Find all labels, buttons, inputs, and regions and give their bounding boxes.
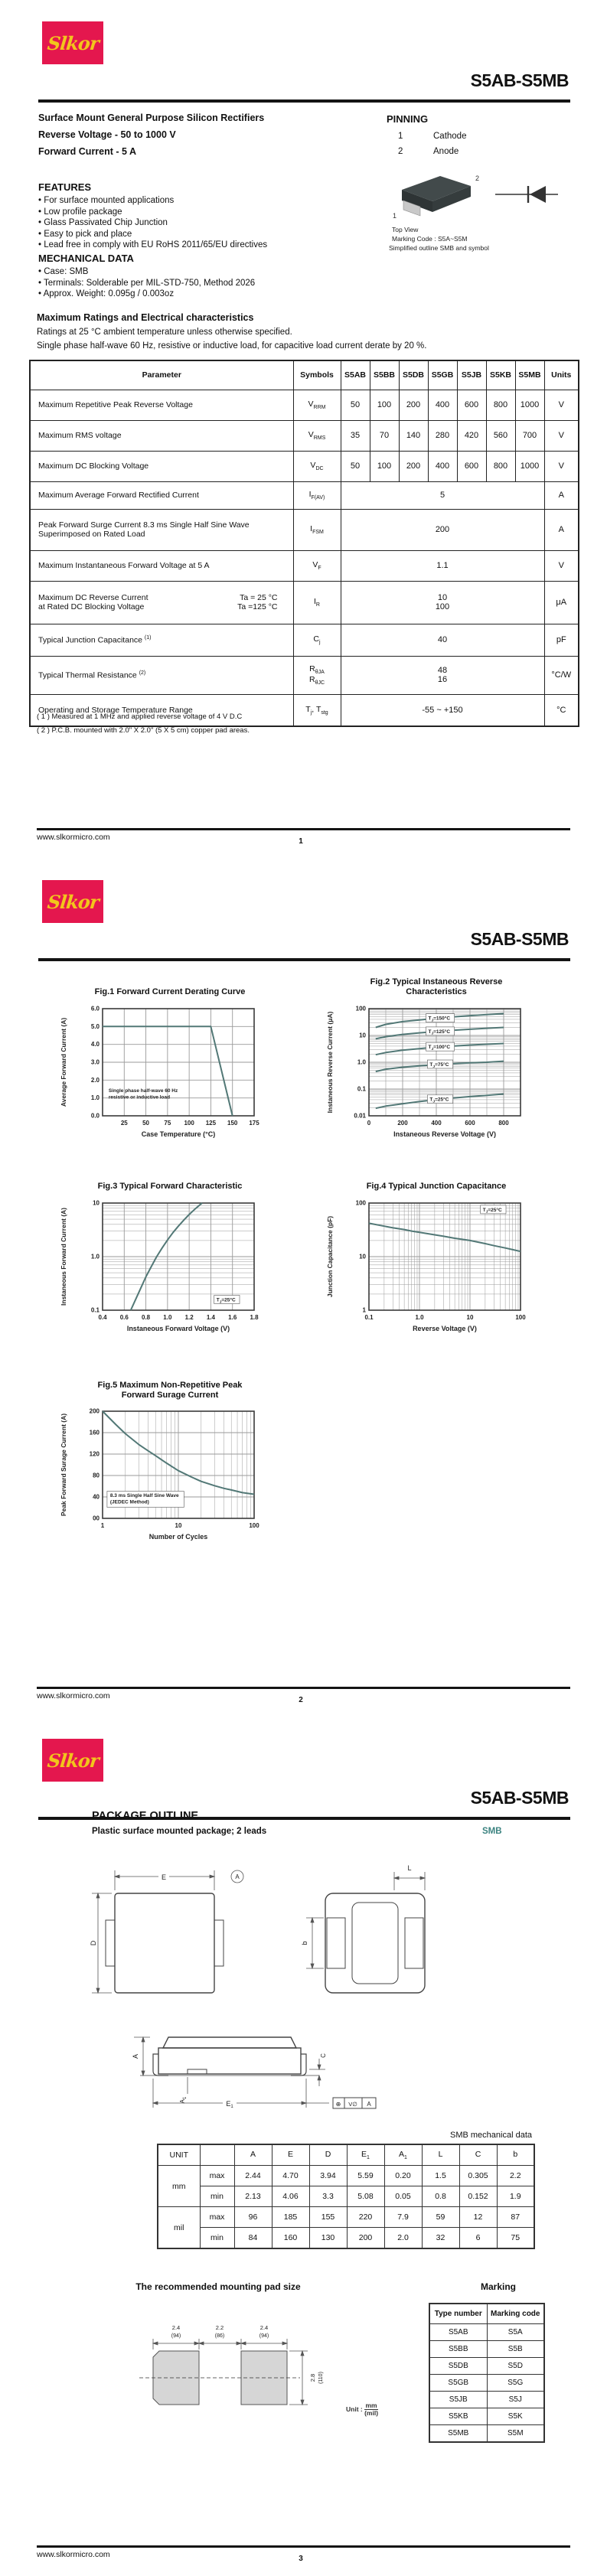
svg-text:160: 160 xyxy=(89,1429,100,1436)
pin-number: 2 xyxy=(398,147,403,156)
fig3-title: Fig.3 Typical Forward Characteristic xyxy=(97,1182,243,1191)
svg-text:0.1: 0.1 xyxy=(90,1306,100,1314)
svg-text:1.2: 1.2 xyxy=(184,1314,194,1321)
marking-row: S5JB S5J xyxy=(429,2392,544,2408)
marking-row: S5DB S5D xyxy=(429,2358,544,2375)
marking-row: S5AB S5A xyxy=(429,2324,544,2341)
mech-row: mil max 96 185 155 220 7.9 59 12 87 xyxy=(158,2207,534,2228)
dim-D-label: D xyxy=(90,1940,97,1946)
page-2 xyxy=(0,859,607,1717)
ratings-subtitle: Ratings at 25 °C ambient temperature unless otherwise specified. xyxy=(37,328,292,337)
svg-text:120: 120 xyxy=(89,1450,100,1458)
feature-item: • Easy to pick and place xyxy=(38,229,132,239)
svg-text:6.0: 6.0 xyxy=(90,1005,100,1012)
svg-text:200: 200 xyxy=(89,1407,100,1415)
svg-text:(94): (94) xyxy=(259,2333,269,2339)
feature-item: • Low profile package xyxy=(38,207,122,217)
svg-text:Instaneous Reverse Voltage (V): Instaneous Reverse Voltage (V) xyxy=(393,1130,496,1138)
page-1 xyxy=(0,0,607,859)
chart-fig4-capacitance xyxy=(321,1195,551,1352)
svg-text:1: 1 xyxy=(100,1522,105,1529)
pin-name: Anode xyxy=(433,147,459,156)
svg-text:200: 200 xyxy=(397,1120,408,1127)
svg-text:3.0: 3.0 xyxy=(90,1058,100,1066)
svg-text:10: 10 xyxy=(359,1032,366,1039)
svg-text:1.0: 1.0 xyxy=(415,1314,424,1321)
svg-text:2.8: 2.8 xyxy=(309,2373,316,2382)
svg-text:10: 10 xyxy=(359,1253,366,1260)
svg-text:(110): (110) xyxy=(318,2372,324,2384)
mechanical-list xyxy=(38,266,255,300)
svg-text:(86): (86) xyxy=(214,2333,225,2339)
table-row: Typical Thermal Resistance $^{(2)}$ $R_{\theta JA}$ $R_{\theta JC}$ 48 16 °C/W xyxy=(30,656,579,694)
dim-E-label: E xyxy=(161,1873,167,1881)
svg-text:600: 600 xyxy=(465,1120,475,1127)
svg-text:8.3 ms Single Half Sine Wave: 8.3 ms Single Half Sine Wave xyxy=(109,1493,179,1498)
footer-rule xyxy=(37,2545,570,2548)
mech-table xyxy=(157,2144,535,2249)
chart-fig3-forward xyxy=(55,1195,285,1352)
doc-title: S5AB-S5MB xyxy=(470,1788,569,1808)
svg-text:1.8: 1.8 xyxy=(250,1314,259,1321)
col-device: S5GB xyxy=(428,360,457,390)
mech-row: min 84 160 130 200 2.0 32 6 75 xyxy=(158,2228,534,2249)
svg-text:0.8: 0.8 xyxy=(142,1314,151,1321)
svg-text:10: 10 xyxy=(466,1314,474,1321)
dim-A1-label: $A_1$ xyxy=(179,2096,188,2104)
svg-text:2.0: 2.0 xyxy=(90,1076,100,1084)
svg-text:175: 175 xyxy=(249,1120,259,1127)
svg-text:Instaneous Reverse Current (μA: Instaneous Reverse Current (μA) xyxy=(326,1011,334,1114)
svg-text:0.6: 0.6 xyxy=(119,1314,129,1321)
svg-text:1.0: 1.0 xyxy=(90,1094,100,1102)
brand-logo: Slkor xyxy=(42,1739,103,1782)
svg-text:Junction Capacitance (pF): Junction Capacitance (pF) xyxy=(326,1215,334,1298)
package-outline-subheading: Plastic surface mounted package; 2 leads xyxy=(92,1827,267,1836)
dim-E1-label: $E_1$ xyxy=(226,2100,233,2109)
fig4-title: Fig.4 Typical Junction Capacitance xyxy=(366,1182,507,1191)
table-row: Peak Forward Surge Current 8.3 ms Single Half Sine Wave Superimposed on Rated Load $I_{FSM}$ 200 A xyxy=(30,509,579,550)
col-device: S5BB xyxy=(370,360,399,390)
svg-text:Number of Cycles: Number of Cycles xyxy=(148,1533,208,1541)
chart-fig2-reverse xyxy=(321,1001,551,1158)
page-3 xyxy=(0,1717,607,2576)
svg-text:TJ=75°C: $T_J=75^\circ C$ xyxy=(429,1062,449,1069)
svg-text:Instaneous Forward Current (A): Instaneous Forward Current (A) xyxy=(60,1208,67,1306)
pin1-label: 1 xyxy=(393,212,397,220)
col-parameter: Parameter xyxy=(30,360,293,390)
doc-title: S5AB-S5MB xyxy=(470,70,569,90)
svg-text:TJ=125°C: $T_J=125^\circ C$ xyxy=(428,1029,451,1036)
marking-row: S5MB S5M xyxy=(429,2425,544,2443)
mounting-pad-drawing xyxy=(130,2305,352,2439)
fig2-title: Fig.2 Typical Instaneous Reverse Characteristics xyxy=(370,977,503,996)
page-number: 3 xyxy=(299,2555,303,2563)
table-row: Maximum Repetitive Peak Reverse Voltage $V_{RRM}$ 50 100 200 400 600 800 1000 V xyxy=(30,390,579,420)
dim-b-label: b xyxy=(301,1941,308,1945)
table-notes xyxy=(37,710,250,738)
svg-text:00: 00 xyxy=(93,1515,100,1522)
mech-data-title: SMB mechanical data xyxy=(450,2131,532,2140)
svg-text:400: 400 xyxy=(431,1120,442,1127)
footer-url: www.slkormicro.com xyxy=(37,2550,110,2559)
svg-text:TJ=25°C: $T_J=25^\circ C$ xyxy=(216,1297,236,1305)
svg-text:Average Forward Current (A): Average Forward Current (A) xyxy=(60,1017,67,1107)
col-device: S5DB xyxy=(399,360,428,390)
svg-text:(94): (94) xyxy=(171,2333,181,2339)
dim-L-label: L xyxy=(407,1864,412,1872)
footer-rule xyxy=(37,1687,570,1689)
col-units: Units xyxy=(544,360,579,390)
mech-row: min 2.13 4.06 3.3 5.08 0.05 0.8 0.152 1.9 xyxy=(158,2186,534,2207)
chart-fig1-derating xyxy=(55,1001,285,1158)
svg-text:2.2: 2.2 xyxy=(215,2324,224,2331)
dim-C-label: C xyxy=(320,2053,327,2058)
svg-text:125: 125 xyxy=(205,1120,217,1127)
svg-text:4.0: 4.0 xyxy=(90,1041,100,1048)
svg-text:0: 0 xyxy=(367,1120,371,1127)
table-row: Maximum RMS voltage $V_{RMS}$ 35 70 140 280 420 560 700 V xyxy=(30,420,579,451)
svg-text:Case Temperature (°C): Case Temperature (°C) xyxy=(141,1130,216,1138)
unit-header: UNIT xyxy=(158,2144,200,2166)
doc-title: S5AB-S5MB xyxy=(470,929,569,949)
datum-A-label: A xyxy=(235,1873,240,1880)
pinning-heading: PINNING xyxy=(387,113,429,125)
fig5-title: Fig.5 Maximum Non-Repetitive Peak Forward Surage Current xyxy=(97,1381,243,1400)
smb-package-illustration xyxy=(380,170,572,223)
svg-text:Instaneous Forward Voltage (V): Instaneous Forward Voltage (V) xyxy=(126,1325,230,1332)
svg-text:Reverse Voltage (V): Reverse Voltage (V) xyxy=(413,1325,477,1332)
marking-heading: Marking xyxy=(481,2281,517,2292)
table-header-row xyxy=(30,360,579,390)
feature-item: • For surface mounted applications xyxy=(38,196,175,205)
subtitle-line: Forward Current - 5 A xyxy=(38,146,137,157)
diode-symbol-icon xyxy=(495,186,558,203)
package-caption: Top View xyxy=(392,226,419,233)
pin2-label: 2 xyxy=(475,174,480,182)
features-heading: FEATURES xyxy=(38,181,92,193)
svg-text:TJ=150°C: $T_J=150^\circ C$ xyxy=(428,1016,451,1023)
svg-text:1.0: 1.0 xyxy=(90,1253,100,1260)
header-rule xyxy=(38,958,570,961)
svg-text:80: 80 xyxy=(93,1472,100,1479)
ratings-heading: Maximum Ratings and Electrical characteristics xyxy=(37,312,254,323)
svg-text:5.0: 5.0 xyxy=(90,1022,100,1030)
col-device: S5JB xyxy=(457,360,486,390)
marking-row: S5GB S5G xyxy=(429,2375,544,2392)
svg-text:10: 10 xyxy=(175,1522,182,1529)
svg-text:0.01: 0.01 xyxy=(354,1112,366,1120)
subtitle-line: Reverse Voltage - 50 to 1000 V xyxy=(38,129,176,140)
svg-text:V∅: V∅ xyxy=(348,2101,357,2108)
footer-url: www.slkormicro.com xyxy=(37,1691,110,1700)
svg-text:40: 40 xyxy=(93,1493,100,1501)
svg-text:0.0: 0.0 xyxy=(90,1112,100,1120)
subtitle-line: Surface Mount General Purpose Silicon Rectifiers xyxy=(38,112,265,123)
pad-section-heading: The recommended mounting pad size xyxy=(135,2281,301,2292)
chart-fig5-surge xyxy=(55,1404,285,1560)
svg-text:800: 800 xyxy=(498,1120,509,1127)
page-number: 1 xyxy=(299,837,303,846)
svg-text:TJ=100°C: $T_J=100^\circ C$ xyxy=(428,1045,451,1052)
features-list xyxy=(38,195,267,251)
svg-text:100: 100 xyxy=(515,1314,526,1321)
note-line: ( 1 ) Measured at 1 MHz and applied reverse voltage of 4 V D.C xyxy=(37,712,243,721)
package-name: SMB xyxy=(482,1827,502,1836)
svg-text:1.0: 1.0 xyxy=(163,1314,172,1321)
svg-text:2.4: 2.4 xyxy=(259,2324,269,2331)
svg-text:2.4: 2.4 xyxy=(171,2324,181,2331)
svg-text:Peak Forward Surage Current (A: Peak Forward Surage Current (A) xyxy=(60,1413,67,1517)
mech-header-row: UNIT A E D $E_1$ $A_1$ L C b xyxy=(158,2144,534,2166)
package-outline-drawing xyxy=(73,1847,532,2123)
svg-text:0.1: 0.1 xyxy=(357,1085,366,1093)
svg-text:1: 1 xyxy=(362,1306,366,1314)
pin-name: Cathode xyxy=(433,132,467,141)
table-row: Maximum DC Blocking Voltage $V_{DC}$ 50 100 200 400 600 800 1000 V xyxy=(30,451,579,481)
mechanical-item: • Terminals: Solderable per MIL-STD-750, Method 2026 xyxy=(38,278,256,288)
svg-text:10: 10 xyxy=(93,1199,100,1207)
svg-text:150: 150 xyxy=(227,1120,238,1127)
svg-text:Single phase half-wave 60 Hz: Single phase half-wave 60 Hz xyxy=(108,1088,178,1094)
header-rule xyxy=(38,99,570,103)
mechanical-heading: MECHANICAL DATA xyxy=(38,253,134,264)
svg-text:100: 100 xyxy=(355,1199,366,1207)
dim-A-label: A xyxy=(132,2053,139,2059)
svg-text:100: 100 xyxy=(249,1522,259,1529)
svg-text:0.4: 0.4 xyxy=(98,1314,107,1321)
table-row: Maximum Average Forward Rectified Current $I_{F(AV)}$ 5 A xyxy=(30,481,579,509)
svg-text:100: 100 xyxy=(184,1120,194,1127)
svg-text:1.0: 1.0 xyxy=(357,1058,366,1066)
marking-row: S5BB S5B xyxy=(429,2341,544,2358)
marking-table xyxy=(429,2303,545,2443)
svg-text:(JEDEC Method): (JEDEC Method) xyxy=(109,1499,149,1505)
feature-item: • Lead free in comply with EU RoHS 2011/65/EU directives xyxy=(38,240,268,249)
svg-text:A: A xyxy=(367,2101,371,2108)
package-caption: Marking Code : S5A~S5M xyxy=(392,235,468,243)
svg-text:resistive or inductive load: resistive or inductive load xyxy=(108,1094,171,1101)
package-caption: Simplified outline SMB and symbol xyxy=(389,244,489,252)
svg-text:TJ=25°C: $T_J=25^\circ C$ xyxy=(482,1207,502,1215)
col-device: S5MB xyxy=(515,360,544,390)
svg-text:25: 25 xyxy=(120,1120,128,1127)
ratings-table xyxy=(29,360,579,727)
svg-text:1.6: 1.6 xyxy=(228,1314,237,1321)
footer-rule xyxy=(37,828,570,830)
fig1-title: Fig.1 Forward Current Derating Curve xyxy=(94,987,246,996)
svg-text:75: 75 xyxy=(164,1120,171,1127)
package-outline-heading: PACKAGE OUTLINE xyxy=(92,1810,199,1822)
col-device: S5AB xyxy=(341,360,370,390)
mech-row: mm max 2.44 4.70 3.94 5.59 0.20 1.5 0.305 2.2 xyxy=(158,2166,534,2186)
table-row: Maximum Instantaneous Forward Voltage at 5 A $V_F$ 1.1 V xyxy=(30,550,579,581)
marking-header-row: Type number Marking code xyxy=(429,2304,544,2324)
brand-logo xyxy=(42,21,103,64)
svg-text:50: 50 xyxy=(142,1120,150,1127)
col-symbols: Symbols xyxy=(293,360,341,390)
page-number: 2 xyxy=(299,1696,303,1704)
svg-text:1.4: 1.4 xyxy=(206,1314,215,1321)
note-line: ( 2 ) P.C.B. mounted with 2.0" X 2.0" (5 X 5 cm) copper pad areas. xyxy=(37,726,250,735)
brand-logo-text: Slkor xyxy=(46,31,100,54)
marking-row: S5KB S5K xyxy=(429,2408,544,2425)
svg-text:TJ=25°C: $T_J=25^\circ C$ xyxy=(429,1097,449,1104)
table-row: Operating and Storage Temperature Range $T_j$, $T_{stg}$ -55 ~ +150 °C xyxy=(30,694,579,726)
brand-logo: Slkor xyxy=(42,880,103,923)
pad-unit-note: Unit : $\frac{mm}{\text{(mil)}}$ xyxy=(346,2402,379,2417)
svg-text:⊕: ⊕ xyxy=(335,2101,341,2108)
feature-item: • Glass Passivated Chip Junction xyxy=(38,218,168,227)
pin-number: 1 xyxy=(398,132,403,141)
mechanical-item: • Approx. Weight: 0.095g / 0.003oz xyxy=(38,289,175,298)
ratings-subtitle: Single phase half-wave 60 Hz, resistive or inductive load, for capacitive load current derate by 20 %. xyxy=(37,341,427,351)
table-row: Maximum DC Reverse Current Ta = 25 °C at Rated DC Blocking Voltage Ta =125 °C $I_R$ 10 100 μA xyxy=(30,581,579,624)
col-device: S5KB xyxy=(486,360,515,390)
svg-text:0.1: 0.1 xyxy=(364,1314,374,1321)
footer-url: www.slkormicro.com xyxy=(37,833,110,842)
table-row: Typical Junction Capacitance $^{(1)}$ $C_j$ 40 pF xyxy=(30,624,579,656)
svg-text:100: 100 xyxy=(355,1005,366,1012)
mechanical-item: • Case: SMB xyxy=(38,267,89,276)
